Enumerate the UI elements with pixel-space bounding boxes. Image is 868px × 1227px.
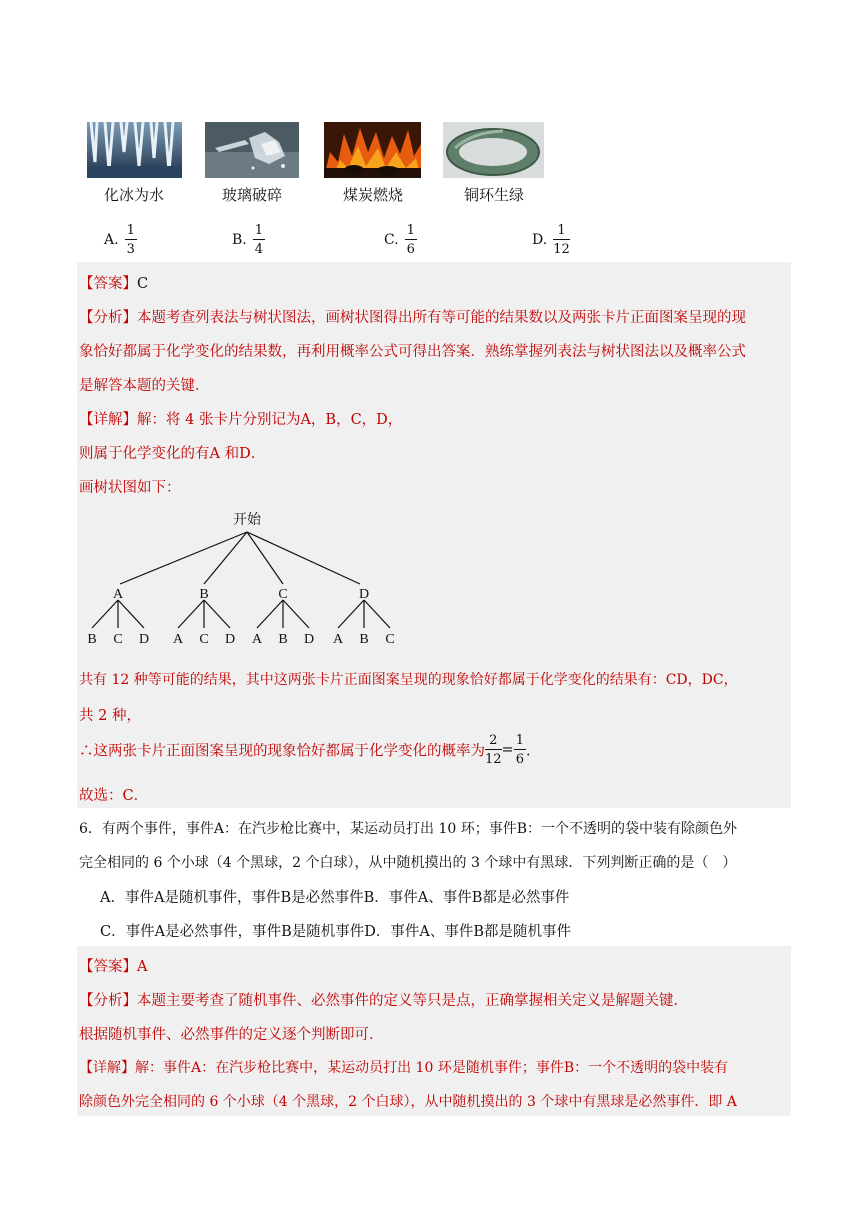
tree-leaf: A bbox=[332, 632, 344, 647]
option-c: C. $\frac{1}{6}$ bbox=[384, 223, 415, 257]
tree-leaf: A bbox=[251, 632, 263, 647]
q6-analysis-line-2: 根据随机事件、必然事件的定义逐个判断即可． bbox=[79, 1027, 384, 1043]
q5-choose-line: 故选：C． bbox=[79, 788, 149, 804]
image-caption-3: 煤炭燃烧 bbox=[342, 186, 403, 204]
tree-leaf: D bbox=[138, 632, 150, 647]
q5-result-line-2: 共 2 种， bbox=[79, 708, 141, 724]
q6-analysis-line-1: 【分析】本题主要考查了随机事件、必然事件的定义等只是点，正确掌握相关定义是解题关键． bbox=[79, 993, 688, 1009]
copper-ring-image bbox=[443, 122, 544, 178]
q6-options-cd: C．事件A是必然事件，事件B是随机事件D．事件A、事件B都是随机事件 bbox=[100, 924, 571, 940]
tree-leaf: D bbox=[224, 632, 236, 647]
tree-node-d: D bbox=[358, 587, 370, 602]
tree-diagram bbox=[0, 500, 868, 660]
ice-to-water-image bbox=[87, 122, 182, 178]
q6-options-ab: A．事件A是随机事件，事件B是必然事件B．事件A、事件B都是必然事件 bbox=[100, 890, 570, 906]
tree-node-a: A bbox=[112, 587, 124, 602]
tree-leaf: B bbox=[359, 632, 369, 647]
q5-result-line-1: 共有 12 种等可能的结果，其中这两张卡片正面图案呈现的现象恰好都属于化学变化的结果有：CD，DC， bbox=[79, 672, 738, 688]
image-caption-2: 玻璃破碎 bbox=[221, 186, 282, 204]
q5-answer: 【答案】C bbox=[79, 276, 149, 292]
q5-analysis-line-2: 象恰好都属于化学变化的结果数，再利用概率公式可得出答案．熟练掌握列表法与树状图法以及概率公式 bbox=[79, 344, 746, 360]
q5-detail-line-2: 则属于化学变化的有A 和D． bbox=[79, 446, 266, 462]
coal-burning-image bbox=[324, 122, 421, 178]
q5-probability-line: ∴这两张卡片正面图案呈现的现象恰好都属于化学变化的概率为 $\frac{2}{12}$ = $\frac{1}{6}$ ． bbox=[79, 733, 541, 767]
tree-node-b: B bbox=[199, 587, 209, 602]
tree-leaf: B bbox=[278, 632, 288, 647]
tree-leaf: B bbox=[87, 632, 97, 647]
q5-analysis-line-3: 是解答本题的关键． bbox=[79, 378, 210, 394]
q5-detail-line-1: 【详解】解：将 4 张卡片分别记为A，B，C，D， bbox=[79, 412, 403, 428]
tree-leaf: C bbox=[199, 632, 209, 647]
q6-stem-line-1: 6．有两个事件，事件A：在汽步枪比赛中，某运动员打出 10 环；事件B：一个不透明的袋中装有除颜色外 bbox=[79, 821, 738, 837]
tree-leaf: C bbox=[385, 632, 395, 647]
option-b: B. $\frac{1}{4}$ bbox=[232, 223, 264, 257]
q6-detail-line-1: 【详解】解：事件A：在汽步枪比赛中，某运动员打出 10 环是随机事件；事件B：一个不透明的袋中装有 bbox=[79, 1060, 729, 1076]
q5-detail-line-3: 画树状图如下： bbox=[79, 480, 181, 496]
tree-leaf: A bbox=[172, 632, 184, 647]
tree-leaf: D bbox=[303, 632, 315, 647]
q6-detail-line-2: 除颜色外完全相同的 6 个小球（4 个黑球，2 个白球），从中随机摸出的 3 个球中有黑球是必然事件．即 A bbox=[79, 1094, 737, 1110]
q6-stem-line-2: 完全相同的 6 个小球（4 个黑球，2 个白球），从中随机摸出的 3 个球中有黑球．下列判断正确的是（ ） bbox=[79, 855, 737, 871]
tree-root: 开始 bbox=[233, 513, 261, 528]
glass-breaking-image bbox=[205, 122, 299, 178]
option-a: A. $\frac{1}{3}$ bbox=[104, 223, 135, 257]
option-d: D. $\frac{1}{12}$ bbox=[532, 223, 570, 257]
q6-answer: 【答案】A bbox=[79, 959, 148, 975]
image-caption-4: 铜环生绿 bbox=[463, 186, 524, 204]
image-caption-1: 化冰为水 bbox=[103, 186, 164, 204]
tree-leaf: C bbox=[113, 632, 123, 647]
tree-node-c: C bbox=[278, 587, 288, 602]
q5-analysis-line-1: 【分析】本题考查列表法与树状图法，画树状图得出所有等可能的结果数以及两张卡片正面图案呈现的现 bbox=[79, 310, 746, 326]
